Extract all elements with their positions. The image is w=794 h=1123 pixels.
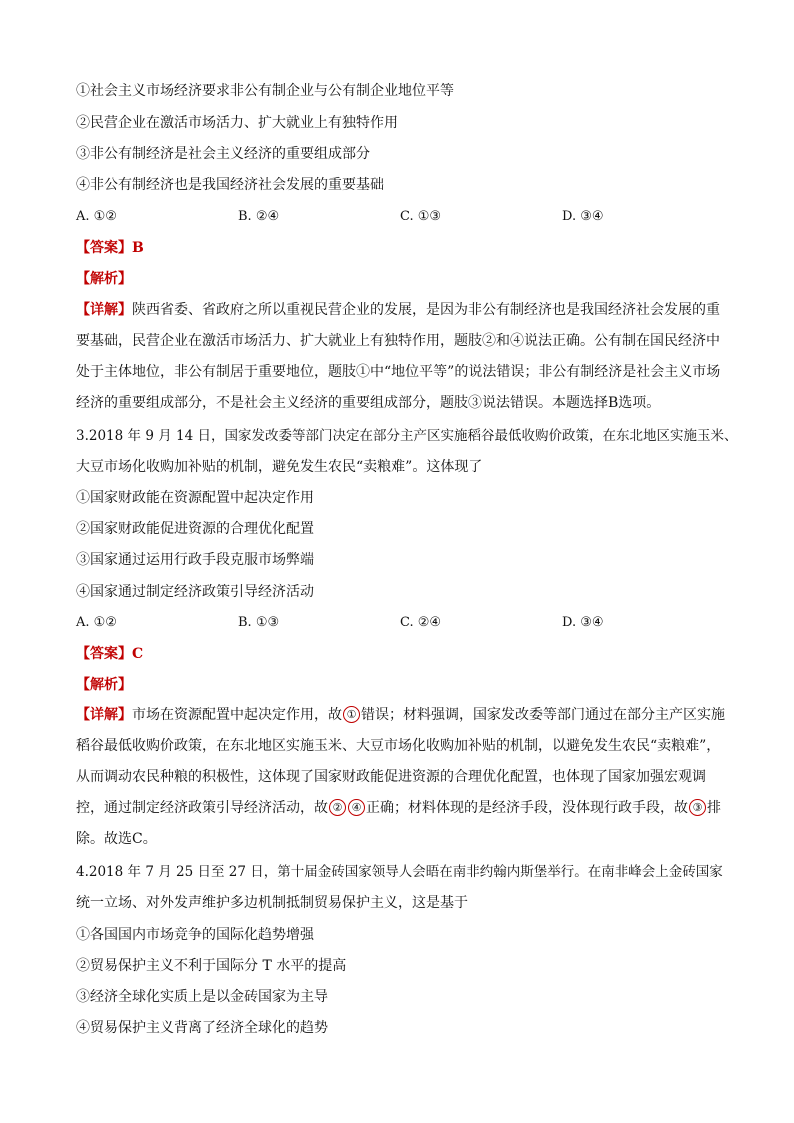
q4-stem-line-1: 4.2018 年 7 月 25 日至 27 日，第十届金砖国家领导人会晤在南非约翰内斯堡举行。在南非峰会上金砖国家	[76, 864, 723, 880]
detail-text-1: 市场在资源配置中起决定作用，故	[132, 707, 342, 723]
q3-stem-line-1: 3.2018 年 9 月 14 日，国家发改委等部门决定在部分主产区实施稻谷最低收购价政策，在东北地区实施玉米、	[76, 428, 738, 444]
q2-option-4: ④非公有制经济也是我国经济社会发展的重要基础	[76, 177, 384, 193]
q2-choice-d: D. ③④	[562, 209, 604, 224]
q4-option-3: ③经济全球化实质上是以金砖国家为主导	[76, 989, 328, 1005]
q2-option-1: ①社会主义市场经济要求非公有制企业与公有制企业地位平等	[76, 83, 454, 99]
q3-option-4: ④国家通过制定经济政策引导经济活动	[76, 584, 314, 600]
q3-detail-paragraph	[76, 700, 726, 855]
q3-choice-d: D. ③④	[562, 615, 604, 630]
circled-number-3: ③	[689, 799, 706, 816]
q2-option-3: ③非公有制经济是社会主义经济的重要组成部分	[76, 146, 370, 162]
q2-choice-c: C. ①③	[400, 209, 442, 224]
circled-number-4: ④	[348, 799, 365, 816]
q2-analysis-label: 【解析】	[76, 271, 132, 287]
q3-option-3: ③国家通过运用行政手段克服市场弊端	[76, 552, 314, 568]
detail-text: 陕西省委、省政府之所以重视民营企业的发展，是因为非公有制经济也是我国经济社会发展的重要基础，民营企业在激活市场活力、扩大就业上有独特作用，题肢②和④说法正确。公有制在国民经济中处于主体地位，非公有制居于重要地位，题肢①中“地位平等”的说法错误；非公有制经济是社会主义市场经济的重要组成部分，不是社会主义经济的重要组成部分，题肢③说法错误。本题选择B选项。	[76, 302, 721, 411]
detail-text-4: 排除。故选C。	[76, 800, 721, 847]
q3-choice-c: C. ②④	[400, 615, 442, 630]
q4-option-2: ②贸易保护主义不利于国际分 T 水平的提高	[76, 958, 347, 974]
q2-detail-paragraph	[76, 295, 726, 419]
answer-label: 【答案】	[76, 646, 132, 662]
q3-option-1: ①国家财政能在资源配置中起决定作用	[76, 490, 314, 506]
q3-analysis-label: 【解析】	[76, 677, 132, 693]
detail-label: 【详解】	[76, 707, 132, 723]
q2-choices	[76, 207, 726, 227]
detail-text-3: 正确；材料体现的是经济手段，没体现行政手段，故	[366, 800, 688, 816]
q3-choices	[76, 613, 726, 633]
detail-label: 【详解】	[76, 302, 132, 318]
q3-option-2: ②国家财政能促进资源的合理优化配置	[76, 521, 314, 537]
circled-number-2: ②	[329, 799, 346, 816]
answer-value: B	[132, 240, 144, 256]
q2-option-2: ②民营企业在激活市场活力、扩大就业上有独特作用	[76, 115, 398, 131]
q3-choice-b: B. ①③	[238, 615, 280, 630]
circled-number-1: ①	[343, 706, 360, 723]
q3-answer	[76, 644, 143, 664]
q4-option-4: ④贸易保护主义背离了经济全球化的趋势	[76, 1020, 328, 1036]
q2-choice-a: A. ①②	[76, 209, 117, 224]
detail-text-2: 错误；材料强调，国家发改委等部门通过在部分主产区实施稻谷最低收购价政策，在东北地区实施玉米、大豆市场化收购加补贴的机制，以避免发生农民“卖粮难”，从而调动农民种粮的积极性，这体现了国家财政能促进资源的合理优化配置，也体现了国家加强宏观调控，通过制定经济政策引导经济活动，故	[76, 707, 725, 816]
q2-answer	[76, 238, 144, 258]
q4-option-1: ①各国国内市场竞争的国际化趋势增强	[76, 927, 314, 943]
q3-stem-line-2: 大豆市场化收购加补贴的机制，避免发生农民“卖粮难”。这体现了	[76, 459, 483, 475]
q3-choice-a: A. ①②	[76, 615, 117, 630]
answer-value: C	[132, 646, 144, 662]
q2-choice-b: B. ②④	[238, 209, 280, 224]
answer-label: 【答案】	[76, 240, 132, 256]
q4-stem-line-2: 统一立场、对外发声维护多边机制抵制贸易保护主义，这是基于	[76, 895, 468, 911]
